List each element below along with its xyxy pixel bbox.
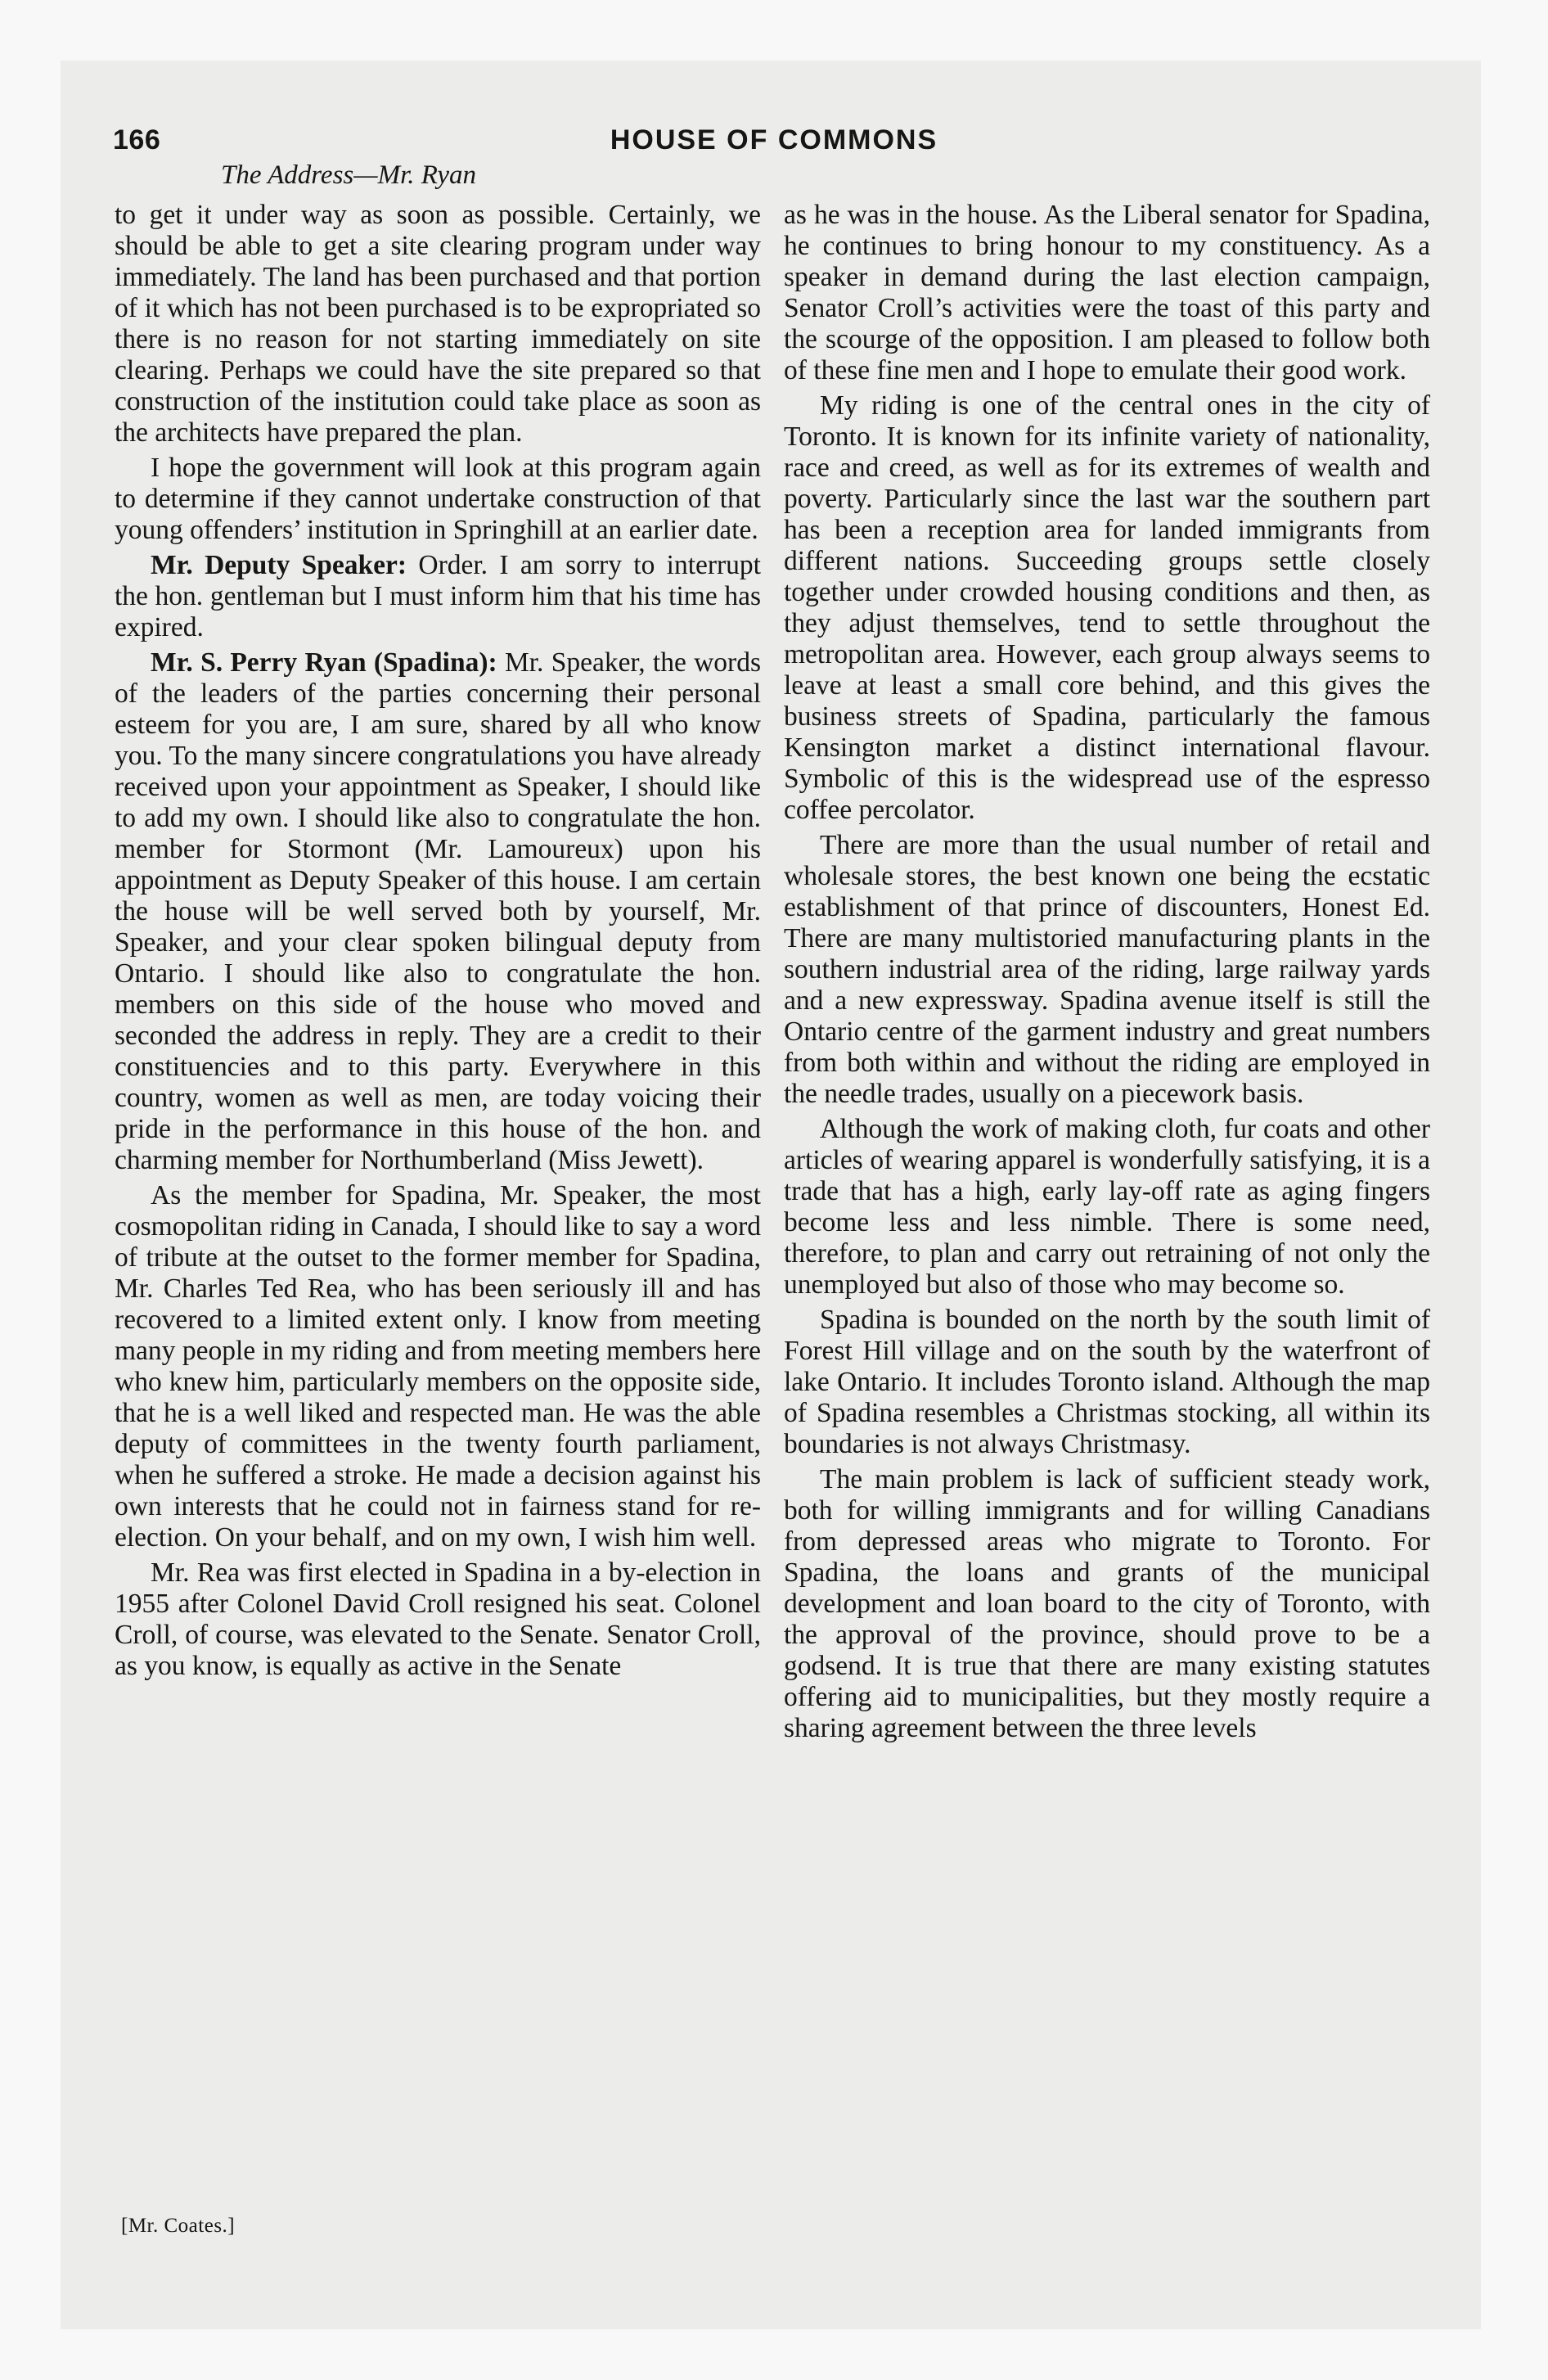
speech-text: Order. I am sorry to interrupt the hon. gentleman but I must inform him that his time has expired.	[115, 550, 761, 642]
section-subhead: The Address—Mr. Ryan	[221, 160, 476, 190]
footer-note: [Mr. Coates.]	[121, 2215, 236, 2237]
paragraph	[115, 647, 761, 1176]
paragraph: My riding is one of the central ones in the city of Toronto. It is known for its infinite variety of nationality, race and creed, as well as for its extremes of wealth and poverty. Particularly since the last war the southern part has been a reception area for landed immigrants from different nations. Succeeding groups settle closely together under crowded housing conditions and then, as they adjust themselves, tend to settle throughout the metropolitan area. However, each group always seems to leave at least a small core behind, and this gives the business streets of Spadina, particularly the famous Kensington market a distinct international flavour. Symbolic of this is the widespread use of the espresso coffee percolator.	[784, 390, 1430, 825]
right-column	[784, 200, 1430, 1748]
paragraph: Spadina is bounded on the north by the south limit of Forest Hill village and on the south by the waterfront of lake Ontario. It includes Toronto island. Although the map of Spadina resembles a Christmas stocking, all within its boundaries is not always Christmasy.	[784, 1305, 1430, 1459]
paragraph: to get it under way as soon as possible. Certainly, we should be able to get a site clearing program under way immediately. The land has been purchased and that portion of it which has not been purchased is to be expropriated so there is no reason for not starting immediately on site clearing. Perhaps we could have the site prepared so that construction of the institution could take place as soon as the architects have prepared the plan.	[115, 200, 761, 448]
paragraph: as he was in the house. As the Liberal senator for Spadina, he continues to bring honour to my constituency. As a speaker in demand during the last election campaign, Senator Croll’s activities were the toast of this party and the scourge of the opposition. I am pleased to follow both of these fine men and I hope to emulate their good work.	[784, 200, 1430, 385]
paragraph: Mr. Rea was first elected in Spadina in a by-election in 1955 after Colonel David Croll resigned his seat. Colonel Croll, of course, was elevated to the Senate. Senator Croll, as you know, is equally as active in the Senate	[115, 1557, 761, 1681]
speaker-name: Mr. Deputy Speaker:	[151, 550, 407, 580]
speech-text: Mr. Speaker, the words of the leaders of the parties concerning their personal esteem for you are, I am sure, shared by all who know you. To the many sincere congratulations you have already received upon your appointment as Speaker, I should like to add my own. I should like also to congratulate the hon. member for Stormont (Mr. Lamoureux) upon his appointment as Deputy Speaker of this house. I am certain the house will be well served both by yourself, Mr. Speaker, and your clear spoken bilingual deputy from Ontario. I should like also to congratulate the hon. members on this side of the house who moved and seconded the address in reply. They are a credit to their constituencies and to this party. Everywhere in this country, women as well as men, are today voicing their pride in the performance in this house of the hon. and charming member for Northumberland (Miss Jewett).	[115, 647, 761, 1175]
paragraph: I hope the government will look at this program again to determine if they cannot undertake construction of that young offenders’ institution in Springhill at an earlier date.	[115, 453, 761, 545]
paragraph: Although the work of making cloth, fur coats and other articles of wearing apparel is wonderfully satisfying, it is a trade that has a high, early lay-off rate as aging fingers become less and less nimble. There is some need, therefore, to plan and carry out retraining of not only the unemployed but also of those who may become so.	[784, 1114, 1430, 1300]
paragraph: As the member for Spadina, Mr. Speaker, the most cosmopolitan riding in Canada, I should like to say a word of tribute at the outset to the former member for Spadina, Mr. Charles Ted Rea, who has been seriously ill and has recovered to a limited extent only. I know from meeting many people in my riding and from meeting members here who knew him, particularly members on the opposite side, that he is a well liked and respected man. He was the able deputy of committees in the twenty fourth parliament, when he suffered a stroke. He made a decision against his own interests that he could not in fairness stand for re-election. On your behalf, and on my own, I wish him well.	[115, 1180, 761, 1553]
speaker-name: Mr. S. Perry Ryan (Spadina):	[151, 647, 497, 678]
running-head: HOUSE OF COMMONS	[610, 124, 938, 156]
page-number: 166	[113, 124, 161, 156]
paragraph: The main problem is lack of sufficient steady work, both for willing immigrants and for willing Canadians from depressed areas who migrate to Toronto. For Spadina, the loans and grants of the municipal development and loan board to the city of Toronto, with the approval of the province, should prove to be a godsend. It is true that there are many existing statutes offering aid to municipalities, but they mostly require a sharing agreement between the three levels	[784, 1464, 1430, 1743]
paragraph: There are more than the usual number of retail and wholesale stores, the best known one being the ecstatic establishment of that prince of discounters, Honest Ed. There are many multistoried manufacturing plants in the southern industrial area of the riding, large railway yards and a new expressway. Spadina avenue itself is still the Ontario centre of the garment industry and great numbers from both within and without the riding are employed in the needle trades, usually on a piecework basis.	[784, 830, 1430, 1109]
left-column	[115, 200, 761, 1686]
paragraph	[115, 550, 761, 643]
